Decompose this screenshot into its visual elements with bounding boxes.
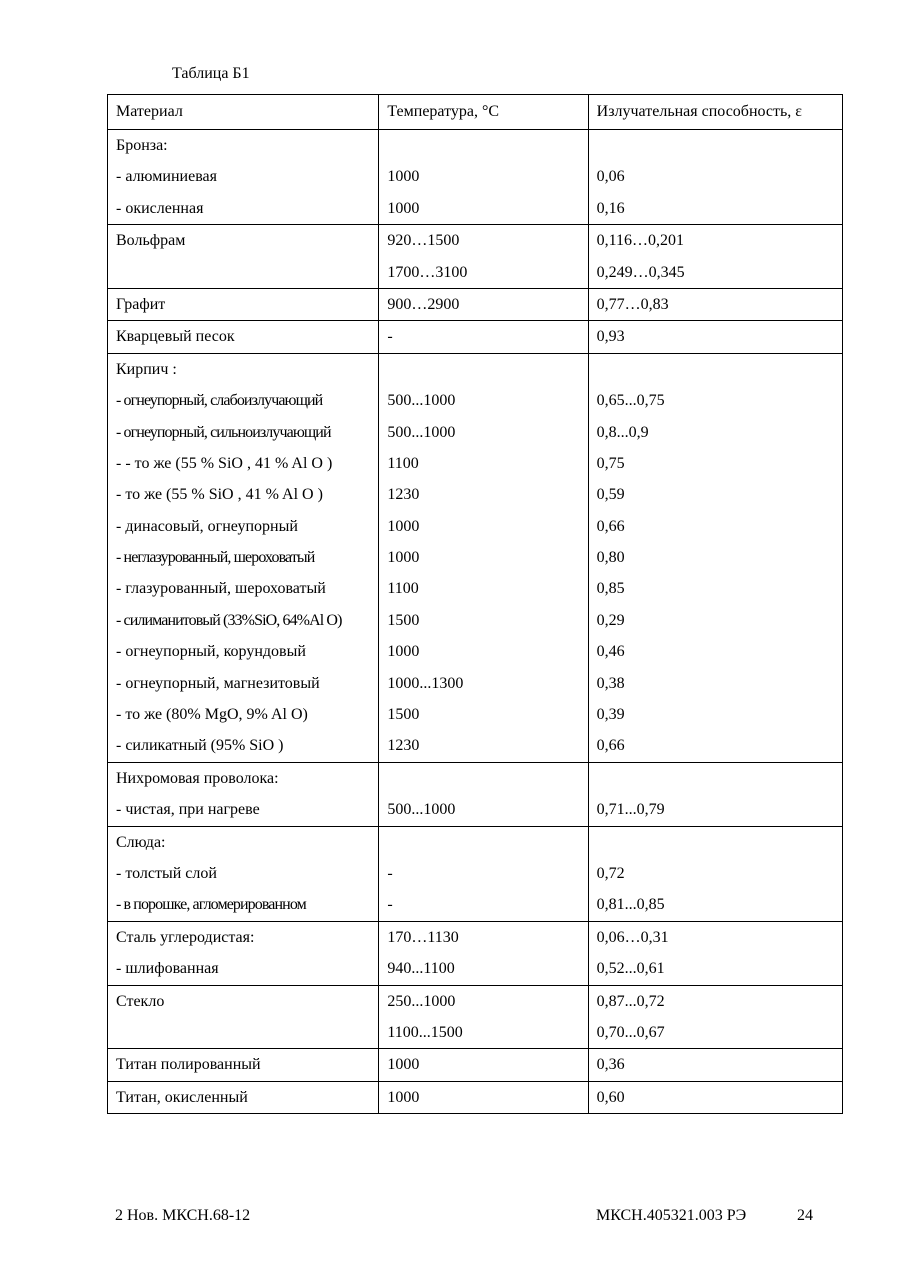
temperature-text: 1500 [387,611,420,629]
emissivity-text: 0,39 [596,706,625,724]
material-text [116,257,370,288]
emissivity-cell [588,921,842,985]
table-caption: Таблица Б1 [172,65,250,82]
emissivity-text: 0,81...0,85 [596,896,665,914]
emissivity-text [597,827,834,858]
material-text: - огнеупорный, сильноизлучающий [116,423,331,441]
table-row-group [108,921,843,985]
material-text: - то же (80% MgO, 9% Al O) [116,706,308,724]
material-text: - огнеупорный, корундовый [116,643,306,661]
temperature-text: 1230 [387,486,420,504]
temperature-cell [379,1081,588,1113]
emissivity-text [597,130,834,161]
emissivity-text: 0,59 [596,486,625,504]
material-cell [108,1081,379,1113]
temperature-text: 1000 [387,199,420,217]
temperature-cell [379,762,588,826]
table-body [108,130,843,1114]
emissivity-text: 0,36 [596,1056,625,1074]
emissivity-text: 0,116…0,201 [596,232,685,250]
table-row-group [108,288,843,320]
table-header-row [108,95,843,130]
emissivity-text: 0,06…0,31 [596,928,669,946]
emissivity-cell [588,1049,842,1081]
material-text: - то же (55 % SiO , 41 % Al O ) [116,486,323,504]
temperature-text: 1500 [387,706,420,724]
temperature-text: 1100...1500 [387,1023,463,1041]
temperature-text: 500...1000 [387,423,456,441]
material-text: Бронза: [116,137,168,154]
material-text: - шлифованная [116,960,219,978]
emissivity-text: 0,75 [596,454,625,472]
material-text: Кварцевый песок [116,328,235,346]
table-row-group [108,1081,843,1113]
temperature-cell [379,921,588,985]
material-text: - толстый слой [116,864,217,882]
emissivity-cell [588,288,842,320]
material-text [116,1017,370,1048]
temperature-text [387,827,579,858]
material-cell [108,288,379,320]
material-cell [108,826,379,921]
temperature-text: 1000 [387,549,420,567]
material-text: Графит [116,295,166,313]
material-text: - силиманитовый (33%SiO, 64%Al O) [116,611,342,629]
material-text: - огнеупорный, слабоизлучающий [116,392,323,410]
material-text: Кирпич : [116,360,177,378]
emissivity-text: 0,66 [596,737,625,755]
emissivity-text: 0,65...0,75 [596,392,665,410]
emissivity-text: 0,8...0,9 [596,423,649,441]
material-text: Титан полированный [116,1056,261,1074]
temperature-text: 500...1000 [387,801,456,819]
material-cell [108,1049,379,1081]
temperature-text [387,130,579,161]
temperature-text: 940...1100 [387,960,455,978]
temperature-text: 1000 [387,168,420,186]
material-cell [108,321,379,353]
material-cell [108,762,379,826]
emissivity-text [597,763,834,794]
table-row-group [108,985,843,1049]
temperature-text: 1000 [387,1056,420,1074]
table-row-group [108,321,843,353]
material-cell [108,921,379,985]
material-text: - алюминиевая [116,168,218,186]
material-cell [108,130,379,225]
table-row-group [108,762,843,826]
material-cell [108,985,379,1049]
temperature-text: 250...1000 [387,992,456,1010]
material-text: - в порошке, агломерированном [116,896,306,914]
temperature-cell [379,130,588,225]
emissivity-text: 0,46 [596,643,625,661]
emissivity-text: 0,06 [596,168,625,186]
temperature-text: 900…2900 [387,295,460,313]
temperature-cell [379,225,588,289]
temperature-text: 1100 [387,580,419,598]
temperature-text: 1230 [387,737,420,755]
header-material: Материал [108,95,379,130]
temperature-cell [379,1049,588,1081]
emissivity-text: 0,52...0,61 [596,960,665,978]
temperature-text: 1000 [387,517,420,535]
temperature-text: 1100 [387,454,419,472]
emissivity-text: 0,85 [596,580,625,598]
material-text: - чистая, при нагреве [116,801,260,819]
table-row-group [108,353,843,762]
table-row-group [108,826,843,921]
material-text: - окисленная [116,199,204,217]
footer-document-code: МКСН.405321.003 РЭ [596,1207,747,1224]
emissivity-text: 0,249…0,345 [596,263,685,281]
emissivity-text: 0,60 [596,1088,625,1106]
temperature-text [387,354,579,385]
material-text: - динасовый, огнеупорный [116,517,298,535]
emissivity-text: 0,87...0,72 [596,992,665,1010]
emissivity-cell [588,985,842,1049]
emissivity-cell [588,826,842,921]
material-text: Титан, окисленный [116,1088,248,1106]
temperature-text: 1000 [387,1088,420,1106]
emissivity-cell [588,225,842,289]
temperature-text: - [387,896,393,914]
material-text: Вольфрам [116,232,186,250]
material-text: Сталь углеродистая: [116,928,255,946]
material-text: Слюда: [116,833,166,851]
header-emissivity: Излучательная способность, ε [588,95,842,130]
temperature-text [387,763,579,794]
emissivity-text: 0,80 [596,549,625,567]
table-row-group [108,130,843,225]
emissivity-text: 0,72 [596,864,625,882]
emissivity-text: 0,70...0,67 [596,1023,665,1041]
emissivity-text: 0,38 [596,674,625,692]
temperature-cell [379,321,588,353]
temperature-text: 1000 [387,643,420,661]
material-text: Стекло [116,992,165,1010]
emissivity-text: 0,93 [596,328,625,346]
temperature-text: 1000...1300 [387,674,464,692]
temperature-text: - [387,328,393,346]
emissivity-text: 0,66 [596,517,625,535]
temperature-cell [379,353,588,762]
emissivity-cell [588,130,842,225]
temperature-text: - [387,864,393,882]
temperature-cell [379,826,588,921]
material-text: - неглазурованный, шероховатый [116,549,315,567]
emissivity-text [597,354,834,385]
emissivity-cell [588,762,842,826]
temperature-cell [379,985,588,1049]
material-text: - - то же (55 % SiO , 41 % Al O ) [116,454,333,472]
temperature-text: 170…1130 [387,928,459,946]
emissivity-text: 0,77…0,83 [596,295,669,313]
temperature-text: 920…1500 [387,232,460,250]
material-text: - огнеупорный, магнезитовый [116,674,320,692]
emissivity-table [107,94,843,1114]
emissivity-cell [588,321,842,353]
material-text: - глазурованный, шероховатый [116,580,326,598]
emissivity-text: 0,29 [596,611,625,629]
header-temperature: Температура, °C [379,95,588,130]
page-number: 24 [797,1207,813,1224]
material-cell [108,353,379,762]
footer-revision: 2 Нов. МКСН.68-12 [115,1207,251,1224]
emissivity-text: 0,71...0,79 [596,801,665,819]
table-row-group [108,225,843,289]
emissivity-cell [588,1081,842,1113]
temperature-text: 500...1000 [387,392,456,410]
emissivity-text: 0,16 [596,199,625,217]
emissivity-cell [588,353,842,762]
material-text: Нихромовая проволока: [116,769,279,787]
temperature-text: 1700…3100 [387,263,468,281]
material-cell [108,225,379,289]
temperature-cell [379,288,588,320]
material-text: - силикатный (95% SiO ) [116,737,284,755]
table-row-group [108,1049,843,1081]
